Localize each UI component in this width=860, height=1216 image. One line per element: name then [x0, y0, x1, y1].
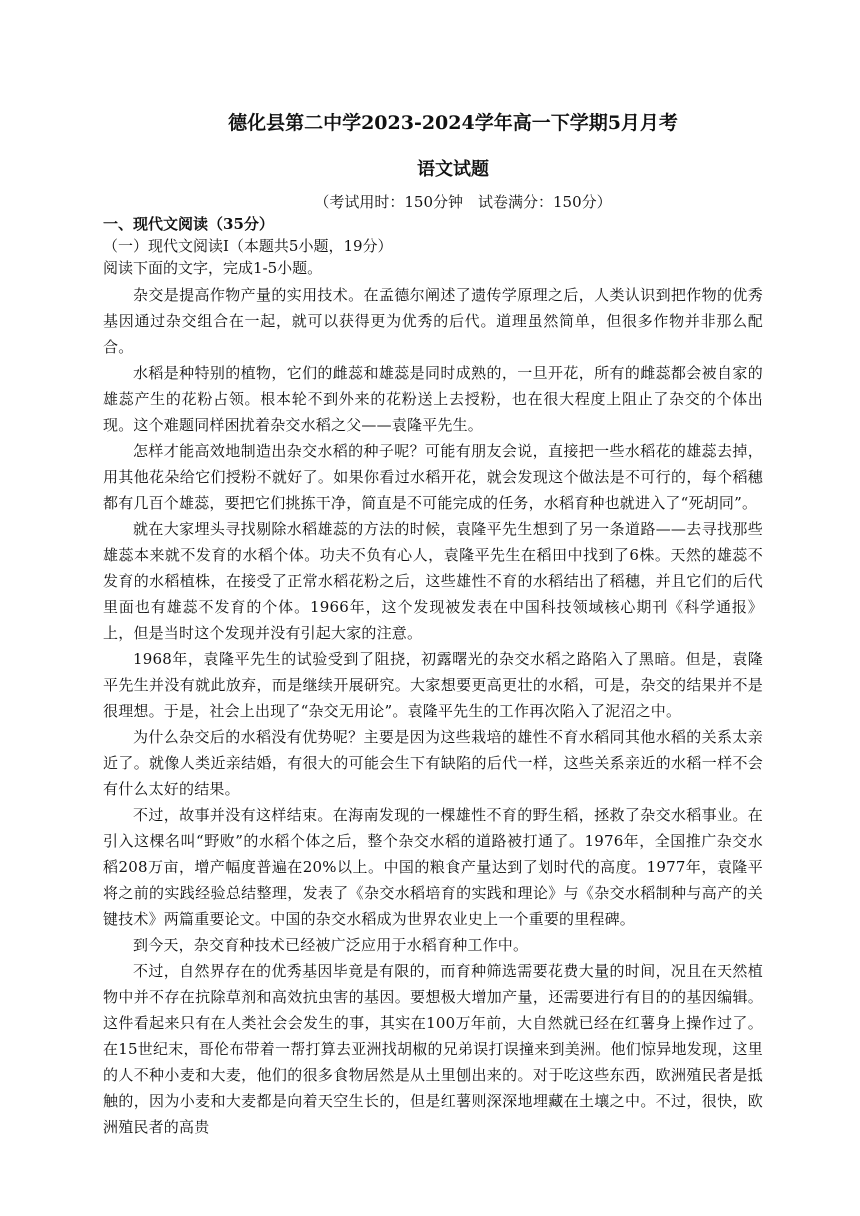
exam-info: （考试用时：150分钟 试卷满分：150分） — [314, 193, 612, 211]
exam-title: 德化县第二中学2023-2024学年高一下学期5月月考 — [228, 112, 678, 134]
passage-paragraph: 1968年，袁隆平先生的试验受到了阻挠，初露曙光的杂交水稻之路陷入了黑暗。但是，袁隆平先生并没有就此放弃，而是继续开展研究。大家想要更高更壮的水稻，可是，杂交的结果并不是很理想。于是，社会上出现了“杂交无用论”。袁隆平先生的工作再次陷入了泥沼之中。 — [103, 650, 763, 720]
passage-paragraph: 就在大家埋头寻找剔除水稻雄蕊的方法的时候，袁隆平先生想到了另一条道路——去寻找那些雄蕊本来就不发育的水稻个体。功夫不负有心人，袁隆平先生在稻田中找到了6株。天然的雄蕊不发育的水稻植株，在接受了正常水稻花粉之后，这些雄性不育的水稻结出了稻穗，并且它们的后代里面也有雄蕊不发育的个体。1966年，这个发现被发表在中国科技领域核心期刊《科学通报》上，但是当时这个发现并没有引起大家的注意。 — [103, 520, 763, 642]
section-subheading: （一）现代文阅读Ⅰ（本题共5小题，19分） — [103, 237, 393, 255]
exam-page — [103, 108, 763, 1140]
reading-passage — [103, 282, 763, 1140]
passage-paragraph: 为什么杂交后的水稻没有优势呢？主要是因为这些栽培的雄性不育水稻同其他水稻的关系太亲近了。就像人类近亲结婚，有很大的可能会生下有缺陷的后代一样，这些关系亲近的水稻一样不会有什么太好的结果。 — [103, 728, 763, 798]
exam-subtitle: 语文试题 — [417, 159, 489, 180]
passage-paragraph: 不过，自然界存在的优秀基因毕竟是有限的，而育种筛选需要花费大量的时间，况且在天然植物中并不存在抗除草剂和高效抗虫害的基因。要想极大增加产量，还需要进行有目的的基因编辑。这件看起来只有在人类社会会发生的事，其实在100万年前，大自然就已经在红薯身上操作过了。在15世纪末，哥伦布带着一帮打算去亚洲找胡椒的兄弟误打误撞来到美洲。他们惊异地发现，这里的人不种小麦和大麦，他们的很多食物居然是从土里刨出来的。对于吃这些东西，欧洲殖民者是抵触的，因为小麦和大麦都是向着天空生长的，但是红薯则深深地埋藏在土壤之中。不过，很快，欧洲殖民者的高贵 — [103, 962, 763, 1136]
passage-paragraph: 杂交是提高作物产量的实用技术。在孟德尔阐述了遗传学原理之后，人类认识到把作物的优秀基因通过杂交组合在一起，就可以获得更为优秀的后代。道理虽然简单，但很多作物并非那么配合。 — [103, 286, 763, 356]
passage-paragraph: 水稻是种特别的植物，它们的雌蕊和雄蕊是同时成熟的，一旦开花，所有的雌蕊都会被自家的雄蕊产生的花粉占领。根本轮不到外来的花粉送上去授粉，也在很大程度上阻止了杂交的个体出现。这个难题同样困扰着杂交水稻之父——袁隆平先生。 — [103, 364, 763, 434]
passage-paragraph: 不过，故事并没有这样结束。在海南发现的一棵雄性不育的野生稻，拯救了杂交水稻事业。在引入这棵名叫“野败”的水稻个体之后，整个杂交水稻的道路被打通了。1976年，全国推广杂交水稻208万亩，增产幅度普遍在20%以上。中国的粮食产量达到了划时代的高度。1977年，袁隆平将之前的实践经验总结整理，发表了《杂交水稻培育的实践和理论》与《杂交水稻制种与高产的关键技术》两篇重要论文。中国的杂交水稻成为世界农业史上一个重要的里程碑。 — [103, 806, 763, 928]
passage-paragraph: 怎样才能高效地制造出杂交水稻的种子呢？可能有朋友会说，直接把一些水稻花的雄蕊去掉，用其他花朵给它们授粉不就好了。如果你看过水稻开花，就会发现这个做法是不可行的，每个稻穗都有几百个雄蕊，要把它们挑拣干净，简直是不可能完成的任务，水稻育种也就进入了“死胡同”。 — [103, 442, 763, 512]
passage-paragraph: 到今天，杂交育种技术已经被广泛应用于水稻育种工作中。 — [133, 936, 529, 954]
section-heading: 一、现代文阅读（35分） — [103, 215, 274, 233]
reading-instruction: 阅读下面的文字，完成1-5小题。 — [103, 259, 323, 277]
